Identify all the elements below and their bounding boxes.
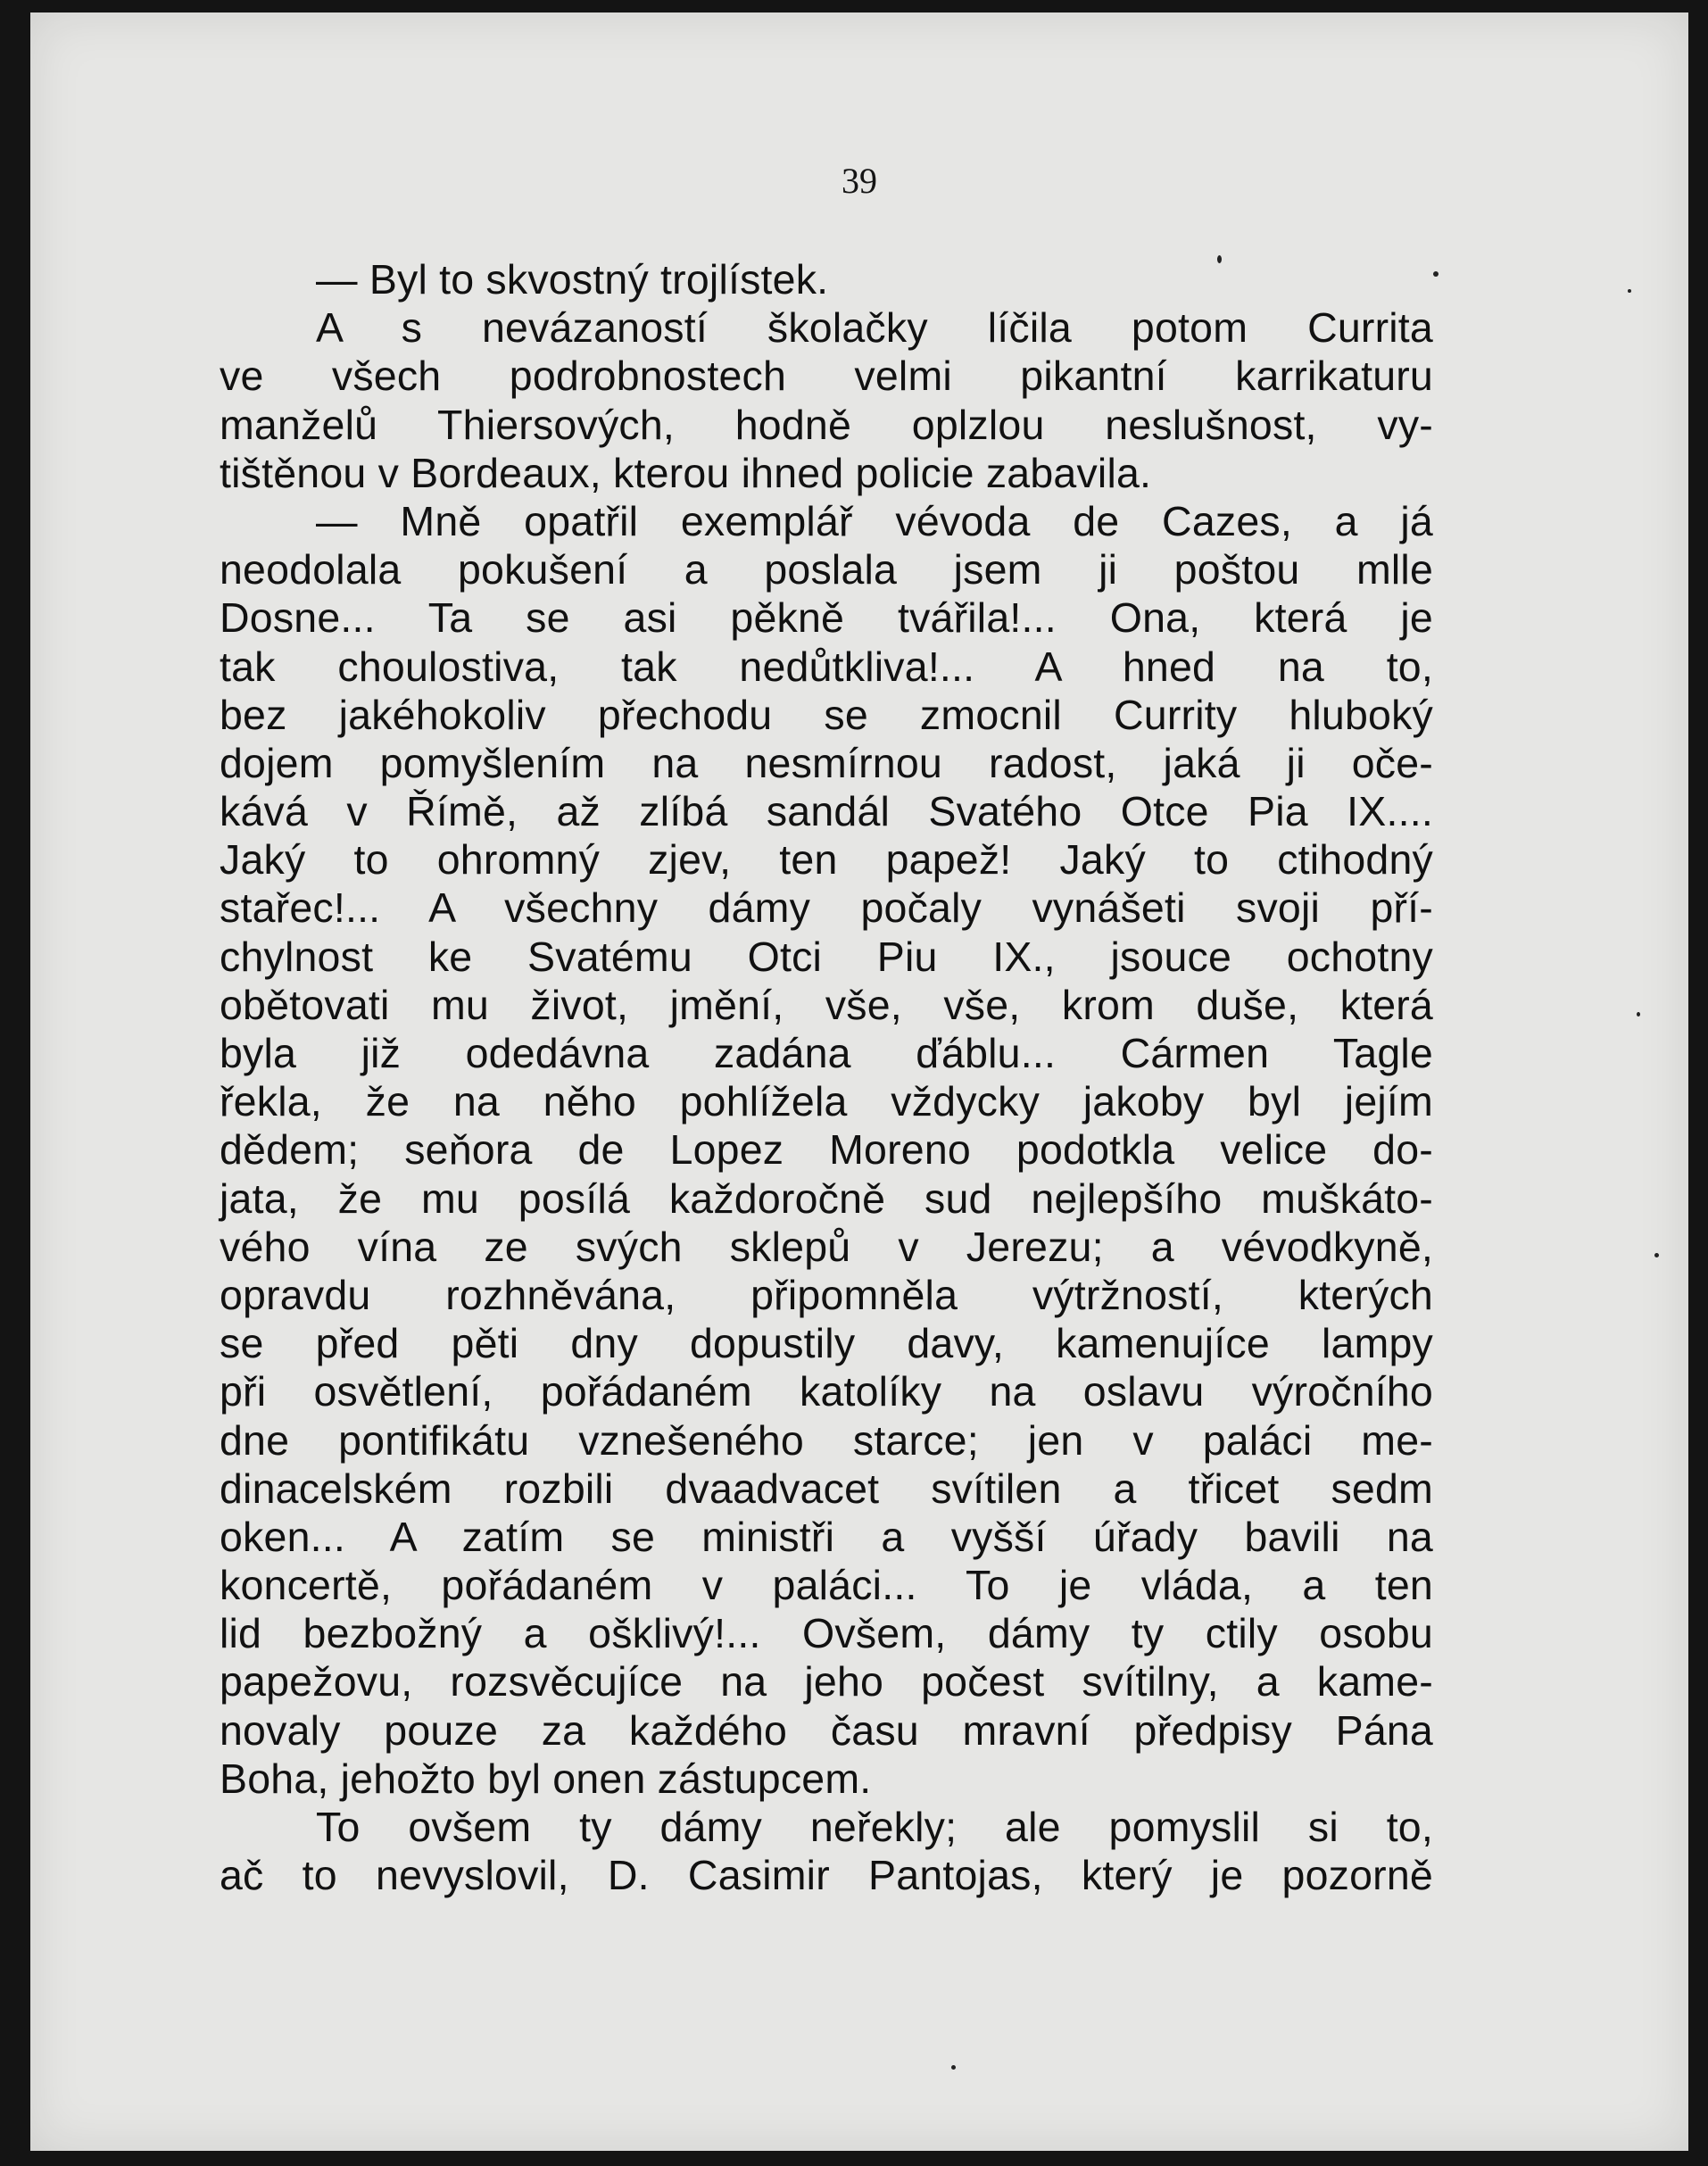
- text-line: vého vína ze svých sklepů v Jerezu; a vévodkyně,: [220, 1223, 1433, 1270]
- body-text: [220, 255, 1433, 1899]
- text-line: tištěnou v Bordeaux, kterou ihned policie zabavila.: [220, 449, 1152, 496]
- text-line: dědem; seňora de Lopez Moreno podotkla velice do-: [220, 1126, 1433, 1174]
- text-line: ve všech podrobnostech velmi pikantní karrikaturu: [220, 353, 1433, 400]
- text-line: oken... A zatím se ministři a vyšší úřady bavili na: [220, 1513, 1433, 1560]
- text-line: neodolala pokušení a poslala jsem ji poštou mlle: [220, 546, 1433, 593]
- text-line: chylnost ke Svatému Otci Piu IX., jsouce ochotny: [220, 933, 1433, 980]
- text-line: Jaký to ohromný zjev, ten papež! Jaký to ctihodný: [220, 836, 1433, 884]
- text-line: dinacelském rozbili dvaadvacet svítilen a třicet sedm: [220, 1465, 1433, 1512]
- text-line: manželů Thiersových, hodně oplzlou neslušnost, vy-: [220, 401, 1433, 448]
- text-line: při osvětlení, pořádaném katolíky na oslavu výročního: [220, 1368, 1433, 1415]
- text-line: Dosne... Ta se asi pěkně tvářila!... Ona, která je: [220, 594, 1433, 642]
- text-line: kává v Římě, až zlíbá sandál Svatého Otce Pia IX....: [220, 788, 1433, 835]
- text-line: A s nevázaností školačky líčila potom Currita: [316, 304, 1433, 352]
- text-line: bez jakéhokoliv přechodu se zmocnil Currity hluboký: [220, 691, 1433, 738]
- text-line: lid bezbožný a ošklivý!... Ovšem, dámy ty ctily osobu: [220, 1610, 1433, 1657]
- text-line: To ovšem ty dámy neřekly; ale pomyslil si to,: [316, 1804, 1433, 1850]
- text-line: obětovati mu život, jmění, vše, vše, krom duše, která: [220, 981, 1433, 1028]
- text-line: dne pontifikátu vznešeného starce; jen v paláci me-: [220, 1416, 1433, 1464]
- text-line: byla již odedávna zadána ďáblu... Cármen Tagle: [220, 1030, 1433, 1076]
- print-speck: [1654, 1253, 1659, 1257]
- page-number: 39: [842, 161, 877, 201]
- print-speck: [1637, 1012, 1640, 1017]
- text-line: jata, že mu posílá každoročně sud nejlepšího muškáto-: [220, 1174, 1433, 1222]
- text-line: řekla, že na něho pohlížela vždycky jakoby byl jejím: [220, 1078, 1433, 1125]
- print-speck: [1217, 255, 1222, 263]
- text-line: se před pěti dny dopustily davy, kamenujíce lampy: [220, 1320, 1433, 1367]
- print-speck: [1433, 271, 1439, 277]
- text-line: — Byl to skvostný trojlístek.: [316, 256, 829, 303]
- text-line: tak choulostiva, tak nedůtkliva!... A hned na to,: [220, 643, 1433, 690]
- text-line: — Mně opatřil exemplář vévoda de Cazes, a já: [316, 497, 1433, 544]
- text-line: Boha, jehožto byl onen zástupcem.: [220, 1755, 872, 1802]
- text-line: novaly pouze za každého času mravní předpisy Pána: [220, 1706, 1433, 1754]
- text-line: dojem pomyšlením na nesmírnou radost, jaká ji oče-: [220, 739, 1433, 786]
- print-speck: [951, 2065, 956, 2070]
- text-line: koncertě, pořádaném v paláci... To je vláda, a ten: [220, 1562, 1433, 1609]
- text-line: opravdu rozhněvána, připomněla výtržností, kterých: [220, 1271, 1433, 1318]
- text-line: papežovu, rozsvěcujíce na jeho počest svítilny, a kame-: [220, 1658, 1433, 1705]
- text-line: stařec!... A všechny dámy počaly vynášeti svoji pří-: [220, 884, 1433, 932]
- print-speck: [1628, 289, 1631, 293]
- book-page: [30, 12, 1688, 2151]
- text-line: ač to nevyslovil, D. Casimir Pantojas, který je pozorně: [220, 1852, 1433, 1899]
